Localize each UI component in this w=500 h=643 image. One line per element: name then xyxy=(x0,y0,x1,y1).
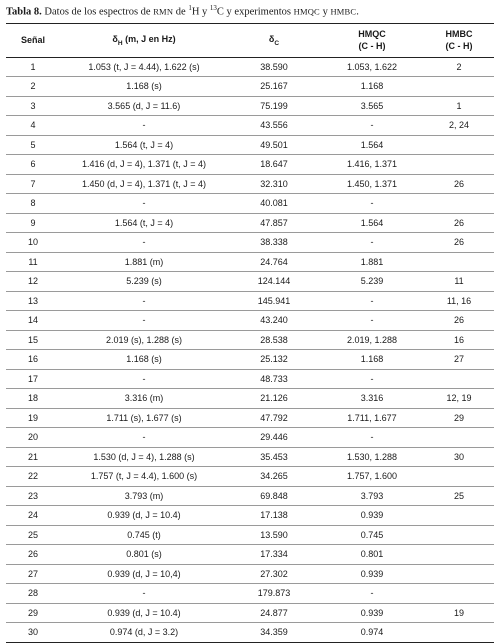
table-row xyxy=(6,467,494,487)
table-row xyxy=(6,291,494,311)
cell-delta-h: - xyxy=(60,311,228,331)
cell-delta-c: 145.941 xyxy=(228,291,320,311)
cell-delta-c: 38.590 xyxy=(228,57,320,77)
cell-hmqc: 0.974 xyxy=(320,623,424,643)
table-row xyxy=(6,389,494,409)
table-row xyxy=(6,506,494,526)
cell-hmbc xyxy=(424,194,494,214)
cell-delta-h: 1.168 (s) xyxy=(60,350,228,370)
cell-signal: 25 xyxy=(6,525,60,545)
cell-signal: 11 xyxy=(6,252,60,272)
cell-delta-h: 0.939 (d, J = 10.4) xyxy=(60,506,228,526)
cell-delta-h: - xyxy=(60,369,228,389)
table-row xyxy=(6,96,494,116)
table-row xyxy=(6,311,494,331)
cell-delta-h: 1.564 (t, J = 4) xyxy=(60,135,228,155)
cell-delta-h: 1.053 (t, J = 4.44), 1.622 (s) xyxy=(60,57,228,77)
cell-hmqc: 1.530, 1.288 xyxy=(320,447,424,467)
table-row xyxy=(6,369,494,389)
cell-delta-c: 17.138 xyxy=(228,506,320,526)
cell-delta-h: 0.745 (t) xyxy=(60,525,228,545)
cell-hmqc: 0.745 xyxy=(320,525,424,545)
cell-signal: 18 xyxy=(6,389,60,409)
table-row xyxy=(6,564,494,584)
cell-delta-c: 24.877 xyxy=(228,603,320,623)
cell-delta-c: 25.132 xyxy=(228,350,320,370)
table-row xyxy=(6,545,494,565)
cell-hmbc: 2 xyxy=(424,57,494,77)
table-header xyxy=(6,23,494,57)
cell-delta-c: 24.764 xyxy=(228,252,320,272)
cell-delta-h: 2.019 (s), 1.288 (s) xyxy=(60,330,228,350)
cell-signal: 16 xyxy=(6,350,60,370)
cell-hmqc: 1.881 xyxy=(320,252,424,272)
cell-hmbc xyxy=(424,252,494,272)
cell-hmbc xyxy=(424,564,494,584)
cell-hmbc: 2, 24 xyxy=(424,116,494,136)
cell-delta-c: 13.590 xyxy=(228,525,320,545)
cell-signal: 23 xyxy=(6,486,60,506)
table-row xyxy=(6,603,494,623)
table-row xyxy=(6,525,494,545)
cell-delta-c: 27.302 xyxy=(228,564,320,584)
cell-hmqc: 1.450, 1.371 xyxy=(320,174,424,194)
table-row xyxy=(6,77,494,97)
cell-delta-h: 1.881 (m) xyxy=(60,252,228,272)
cell-hmqc: 1.711, 1.677 xyxy=(320,408,424,428)
cell-hmqc: 5.239 xyxy=(320,272,424,292)
cell-delta-h: - xyxy=(60,116,228,136)
cell-hmqc: 3.793 xyxy=(320,486,424,506)
cell-signal: 27 xyxy=(6,564,60,584)
cell-signal: 20 xyxy=(6,428,60,448)
table-row xyxy=(6,428,494,448)
cell-delta-h: 1.416 (d, J = 4), 1.371 (t, J = 4) xyxy=(60,155,228,175)
cell-hmbc xyxy=(424,525,494,545)
cell-delta-c: 21.126 xyxy=(228,389,320,409)
cell-hmqc: - xyxy=(320,291,424,311)
cell-hmbc xyxy=(424,467,494,487)
table-row xyxy=(6,447,494,467)
cell-hmqc: 1.416, 1.371 xyxy=(320,155,424,175)
cell-delta-c: 34.265 xyxy=(228,467,320,487)
cell-hmqc: 2.019, 1.288 xyxy=(320,330,424,350)
cell-delta-c: 25.167 xyxy=(228,77,320,97)
cell-signal: 6 xyxy=(6,155,60,175)
cell-delta-h: - xyxy=(60,194,228,214)
cell-signal: 30 xyxy=(6,623,60,643)
cell-hmbc: 29 xyxy=(424,408,494,428)
cell-signal: 3 xyxy=(6,96,60,116)
cell-hmbc xyxy=(424,369,494,389)
cell-signal: 21 xyxy=(6,447,60,467)
cell-hmbc: 11 xyxy=(424,272,494,292)
cell-delta-h: 1.168 (s) xyxy=(60,77,228,97)
cell-hmqc: 1.564 xyxy=(320,213,424,233)
cell-hmbc: 1 xyxy=(424,96,494,116)
cell-delta-c: 48.733 xyxy=(228,369,320,389)
cell-hmbc: 12, 19 xyxy=(424,389,494,409)
cell-hmbc xyxy=(424,77,494,97)
nmr-data-table xyxy=(6,23,494,643)
caption-rmn: RMN xyxy=(153,6,174,17)
cell-hmqc: - xyxy=(320,311,424,331)
cell-delta-c: 75.199 xyxy=(228,96,320,116)
cell-signal: 4 xyxy=(6,116,60,136)
cell-delta-h: 1.450 (d, J = 4), 1.371 (t, J = 4) xyxy=(60,174,228,194)
cell-hmqc: - xyxy=(320,584,424,604)
cell-delta-h: - xyxy=(60,291,228,311)
cell-signal: 5 xyxy=(6,135,60,155)
cell-delta-c: 47.857 xyxy=(228,213,320,233)
table-row xyxy=(6,408,494,428)
table-row xyxy=(6,272,494,292)
table-row xyxy=(6,116,494,136)
table-caption: Tabla 8. Datos de los espectros de RMN de $^1$H y $^{13}$C y experimentos HMQC y HMBC. xyxy=(6,4,359,18)
cell-signal: 2 xyxy=(6,77,60,97)
cell-hmbc: 26 xyxy=(424,233,494,253)
cell-hmbc: 26 xyxy=(424,311,494,331)
cell-hmbc xyxy=(424,428,494,448)
cell-hmqc: - xyxy=(320,194,424,214)
cell-hmqc: - xyxy=(320,369,424,389)
cell-hmqc: 1.168 xyxy=(320,350,424,370)
cell-delta-h: 0.801 (s) xyxy=(60,545,228,565)
cell-hmqc: 1.053, 1.622 xyxy=(320,57,424,77)
cell-hmbc: 30 xyxy=(424,447,494,467)
table-row xyxy=(6,350,494,370)
cell-delta-h: 1.757 (t, J = 4.4), 1.600 (s) xyxy=(60,467,228,487)
cell-delta-c: 28.538 xyxy=(228,330,320,350)
cell-hmqc: 0.939 xyxy=(320,506,424,526)
caption-hmqc: HMQC xyxy=(293,6,320,17)
cell-delta-h: 3.316 (m) xyxy=(60,389,228,409)
cell-delta-c: 47.792 xyxy=(228,408,320,428)
cell-hmbc xyxy=(424,506,494,526)
table-row xyxy=(6,213,494,233)
cell-delta-h: 0.939 (d, J = 10.4) xyxy=(60,603,228,623)
cell-hmbc xyxy=(424,155,494,175)
cell-signal: 8 xyxy=(6,194,60,214)
cell-hmqc: - xyxy=(320,116,424,136)
table-row xyxy=(6,233,494,253)
cell-signal: 24 xyxy=(6,506,60,526)
cell-signal: 14 xyxy=(6,311,60,331)
cell-delta-c: 69.848 xyxy=(228,486,320,506)
cell-hmqc: 1.564 xyxy=(320,135,424,155)
cell-signal: 15 xyxy=(6,330,60,350)
cell-delta-h: 3.565 (d, J = 11.6) xyxy=(60,96,228,116)
cell-delta-h: 0.974 (d, J = 3.2) xyxy=(60,623,228,643)
cell-hmqc: 1.757, 1.600 xyxy=(320,467,424,487)
table-row xyxy=(6,252,494,272)
header-hmbc: HMBC (C - H) xyxy=(445,29,473,51)
cell-signal: 13 xyxy=(6,291,60,311)
cell-signal: 12 xyxy=(6,272,60,292)
table-row xyxy=(6,194,494,214)
cell-hmqc: 0.939 xyxy=(320,564,424,584)
cell-hmbc: 27 xyxy=(424,350,494,370)
cell-hmbc: 26 xyxy=(424,174,494,194)
cell-delta-c: 32.310 xyxy=(228,174,320,194)
table-row xyxy=(6,330,494,350)
cell-signal: 9 xyxy=(6,213,60,233)
header-signal: Señal xyxy=(20,35,45,45)
cell-delta-c: 17.334 xyxy=(228,545,320,565)
cell-delta-h: 1.530 (d, J = 4), 1.288 (s) xyxy=(60,447,228,467)
cell-delta-h: - xyxy=(60,584,228,604)
cell-hmqc: 0.801 xyxy=(320,545,424,565)
cell-hmqc: - xyxy=(320,428,424,448)
cell-delta-c: 43.556 xyxy=(228,116,320,136)
cell-hmqc: 3.565 xyxy=(320,96,424,116)
caption-hmbc: HMBC xyxy=(330,6,357,17)
cell-delta-c: 40.081 xyxy=(228,194,320,214)
cell-signal: 29 xyxy=(6,603,60,623)
header-hmqc: HMQC (C - H) xyxy=(358,29,386,51)
cell-hmbc xyxy=(424,584,494,604)
cell-delta-c: 34.359 xyxy=(228,623,320,643)
cell-hmqc: - xyxy=(320,233,424,253)
cell-hmqc: 0.939 xyxy=(320,603,424,623)
cell-hmbc xyxy=(424,545,494,565)
cell-delta-c: 43.240 xyxy=(228,311,320,331)
cell-hmbc xyxy=(424,135,494,155)
cell-signal: 26 xyxy=(6,545,60,565)
header-delta-c: $\delta_C$ xyxy=(268,33,280,47)
table-row xyxy=(6,584,494,604)
cell-hmbc: 19 xyxy=(424,603,494,623)
table-body xyxy=(6,57,494,642)
table-row xyxy=(6,623,494,643)
cell-delta-c: 18.647 xyxy=(228,155,320,175)
table-row xyxy=(6,57,494,77)
cell-delta-c: 49.501 xyxy=(228,135,320,155)
cell-delta-c: 29.446 xyxy=(228,428,320,448)
cell-hmbc: 26 xyxy=(424,213,494,233)
cell-delta-h: 1.711 (s), 1.677 (s) xyxy=(60,408,228,428)
cell-signal: 17 xyxy=(6,369,60,389)
cell-delta-c: 35.453 xyxy=(228,447,320,467)
cell-signal: 7 xyxy=(6,174,60,194)
cell-delta-h: - xyxy=(60,428,228,448)
cell-hmbc xyxy=(424,623,494,643)
cell-delta-c: 124.144 xyxy=(228,272,320,292)
cell-hmqc: 3.316 xyxy=(320,389,424,409)
table-row xyxy=(6,174,494,194)
table-row xyxy=(6,486,494,506)
cell-delta-h: 5.239 (s) xyxy=(60,272,228,292)
cell-delta-c: 38.338 xyxy=(228,233,320,253)
cell-hmbc: 11, 16 xyxy=(424,291,494,311)
cell-delta-h: 1.564 (t, J = 4) xyxy=(60,213,228,233)
cell-delta-h: - xyxy=(60,233,228,253)
table-row xyxy=(6,135,494,155)
cell-signal: 10 xyxy=(6,233,60,253)
cell-delta-h: 3.793 (m) xyxy=(60,486,228,506)
cell-hmbc: 16 xyxy=(424,330,494,350)
cell-hmqc: 1.168 xyxy=(320,77,424,97)
cell-delta-c: 179.873 xyxy=(228,584,320,604)
cell-delta-h: 0.939 (d, J = 10,4) xyxy=(60,564,228,584)
cell-signal: 1 xyxy=(6,57,60,77)
cell-signal: 22 xyxy=(6,467,60,487)
table-row xyxy=(6,155,494,175)
cell-signal: 19 xyxy=(6,408,60,428)
caption-label: Tabla 8. xyxy=(6,6,42,18)
cell-signal: 28 xyxy=(6,584,60,604)
header-delta-h: $\delta_H$ (m, J en Hz) xyxy=(112,33,176,47)
cell-hmbc: 25 xyxy=(424,486,494,506)
